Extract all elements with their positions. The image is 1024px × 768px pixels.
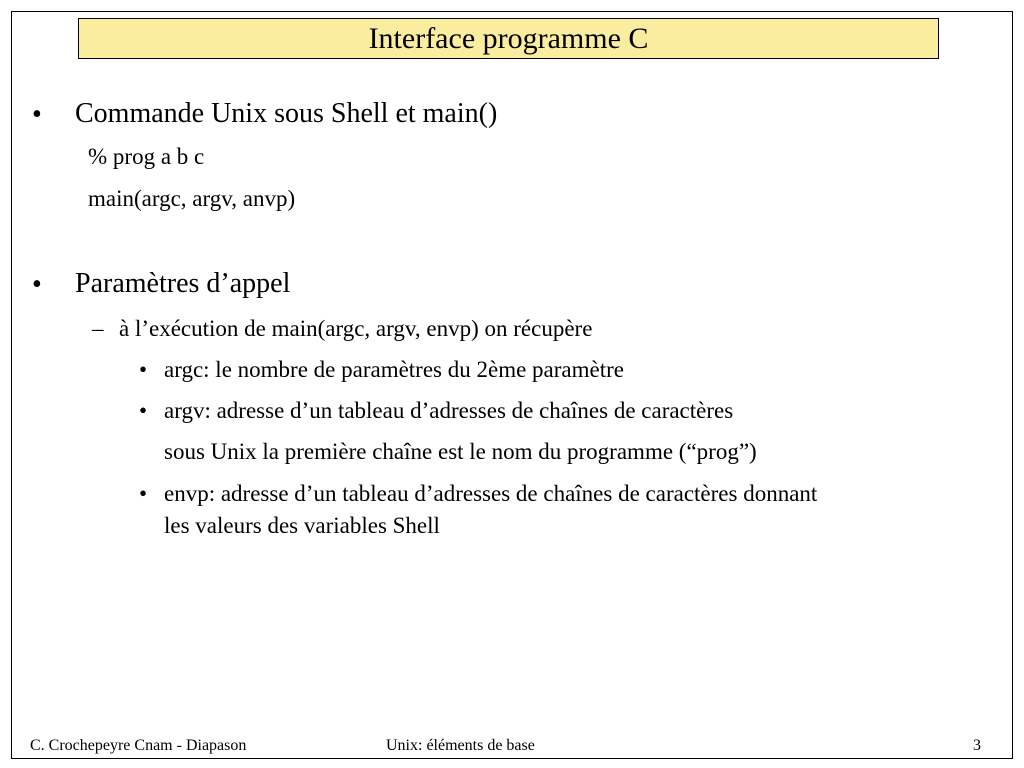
item-argv-continuation: sous Unix la première chaîne est le nom du programme (“prog”) xyxy=(164,439,757,464)
sub-bullet-marker: • xyxy=(139,357,148,382)
item-envp: envp: adresse d’un tableau d’adresses de chaînes de caractères donnant xyxy=(164,481,818,506)
slide-title: Interface programme C xyxy=(368,21,649,55)
bullet-marker: • xyxy=(32,99,42,130)
bullet-commande-unix: Commande Unix sous Shell et main() xyxy=(75,98,498,129)
slide-title-box xyxy=(78,18,939,59)
sub-bullet-marker: • xyxy=(139,398,148,423)
item-argv: argv: adresse d’un tableau d’adresses de chaînes de caractères xyxy=(164,398,734,423)
sub-bullet-marker: • xyxy=(139,481,148,506)
code-line-prog: % prog a b c xyxy=(88,144,205,169)
item-argc: argc: le nombre de paramètres du 2ème paramètre xyxy=(164,357,624,382)
bullet-parametres-appel: Paramètres d’appel xyxy=(75,268,291,299)
item-envp-continuation: les valeurs des variables Shell xyxy=(164,513,440,538)
footer-subject: Unix: éléments de base xyxy=(386,737,535,754)
dash-marker: – xyxy=(92,316,104,341)
bullet-marker: • xyxy=(32,269,42,300)
footer-author: C. Crochepeyre Cnam - Diapason xyxy=(30,737,247,754)
page-number: 3 xyxy=(973,737,981,754)
code-line-main: main(argc, argv, anvp) xyxy=(88,186,296,211)
subitem-execution: à l’exécution de main(argc, argv, envp) on récupère xyxy=(119,316,593,341)
